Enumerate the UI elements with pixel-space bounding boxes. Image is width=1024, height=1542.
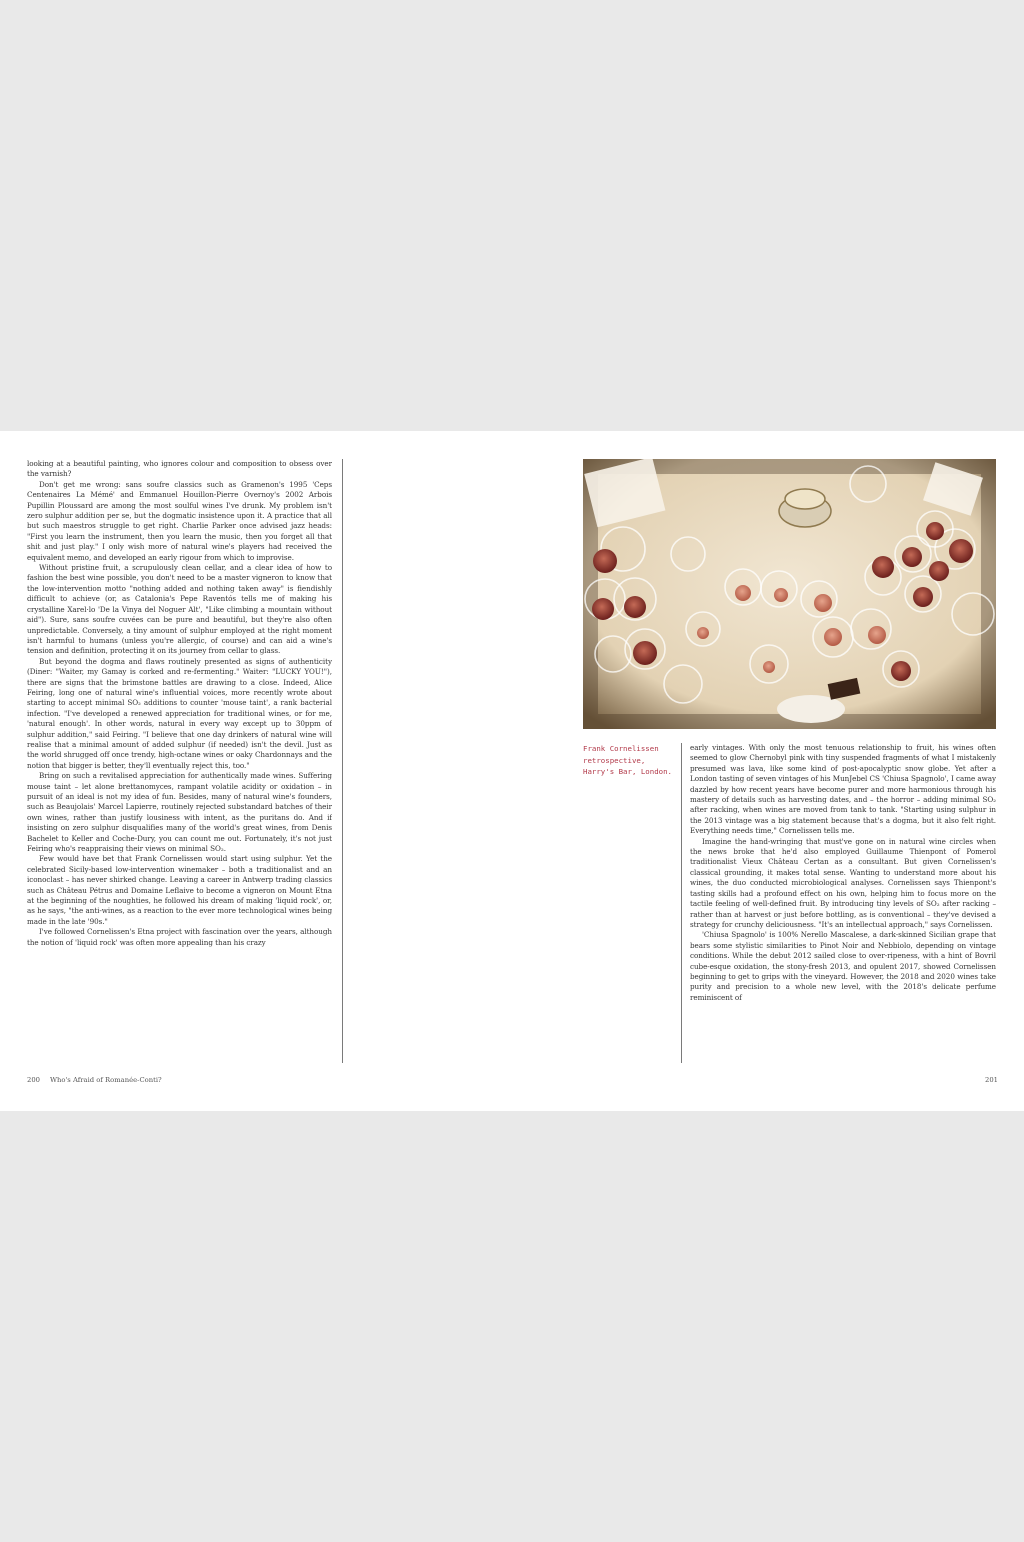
- wine-glasses-illustration: [583, 459, 996, 729]
- body-paragraph: Don't get me wrong: sans soufre classics such as Gramenon's 1995 'Ceps Centenaires La Mémé' and Emmanuel Houillon-Pierre Overnoy's 2002 Arbois Pupillin Ploussard are among the most soulful wines I've drunk. My problem isn't zero sulphur addition per se, but the dogmatic insistence upon it. A practice that all but such maestros struggle to get right. Charlie Parker once advised jazz heads: "First you learn the instrument, then you learn the music, then you forget all that shit and just play." I only wish more of natural wine's players had received the equivalent memo, and developed an early rigour from which to improvise.: [27, 479, 332, 562]
- wine-tasting-photo: [583, 459, 996, 729]
- body-paragraph: Imagine the hand-wringing that must've gone on in natural wine circles when the news broke that he'd also employed Guillaume Thienpont of Pomerol traditionalist Vieux Château Certan as a consultant. But given Cornelissen's classical grounding, it makes total sense. Wanting to understand more about his wines, the duo conducted microbiological analyses. Cornelissen says Thienpont's tasting skills had a profound effect on his own, helping him to focus more on the tactile feeling of well-defined fruit. By introducing tiny levels of SO₂ after racking – rather than at harvest or just before bottling, as is conventional – they've devised a strategy for crunchy deliciousness. "It's an intellectual approach," says Cornelissen.: [690, 836, 996, 929]
- body-paragraph: Without pristine fruit, a scrupulously clean cellar, and a clear idea of how to fashion the best wine possible, you don't need to be a master vigneron to know that the low-intervention motto "nothing added and nothing taken away" is fiendishly difficult to achieve (or, as Catalonia's Pepe Raventós tells me of making his crystalline Xarel·lo 'De la Vinya del Noguer Alt', "Like climbing a mountain without aid"). Sure, sans soufre cuvées can be pure and beautiful, but they're also often unpredictable. Conversely, a tiny amount of sulphur employed at the right moment isn't harmful to humans (unless you're allergic, of course) and can aid a wine's tension and definition, protecting it on its journey from cellar to glass.: [27, 563, 332, 656]
- body-paragraph: Few would have bet that Frank Cornelissen would start using sulphur. Yet the celebrated Sicily-based low-intervention winemaker – both a traditionalist and an iconoclast – has never shirked change. Leaving a career in Antwerp trading classics such as Château Pétrus and Domaine Leflaive to become a vigneron on Mount Etna at the beginning of the noughties, he followed his dream of making 'liquid rock', or, as he says, "the anti-wines, as a reaction to the ever more technological wines being made in the late '90s.": [27, 854, 332, 926]
- body-paragraph: 'Chiusa Spagnolo' is 100% Nerello Mascalese, a dark-skinned Sicilian grape that bears some stylistic similarities to Pinot Noir and Nebbiolo, depending on vintage conditions. While the debut 2012 sailed close to over-ripeness, with a hint of Bovril cube-esque oxidation, the stony-fresh 2013, and opulent 2017, showed Cornelissen beginning to get to grips with the vineyard. However, the 2018 and 2020 wines take purity and precision to a whole new level, with the 2018's delicate perfume reminiscent of: [690, 930, 996, 1002]
- column-divider: [681, 743, 682, 1063]
- book-spread: [0, 431, 1024, 1111]
- body-paragraph: looking at a beautiful painting, who ignores colour and composition to obsess over the varnish?: [27, 459, 332, 479]
- left-page-text-column: [27, 459, 332, 1064]
- column-divider: [342, 459, 343, 1063]
- right-page-text-column: [690, 743, 996, 1063]
- body-paragraph: Bring on such a revitalised appreciation for authentically made wines. Suffering mouse taint – let alone brettanomyces, rampant volatile acidity or oxidation – in pursuit of an ideal is not my idea of fun. Besides, many of natural wine's founders, such as Beaujolais' Marcel Lapierre, routinely rejected substandard batches of their own wines, rather than justify lousiness with intent, as the puritans do. And if insisting on zero sulphur disqualifies many of the world's great wines, from Denis Bachelet to Keller and Coche-Dury, you can count me out. Fortunately, it's not just Feiring who's reappraising their views on minimal SO₂.: [27, 771, 332, 854]
- page-number: 200: [27, 1076, 40, 1084]
- left-page-folio: [27, 1076, 162, 1084]
- body-paragraph: I've followed Cornelissen's Etna project with fascination over the years, although the notion of 'liquid rock' was often more appealing than his crazy: [27, 927, 332, 947]
- photo-caption: Frank Cornelissen retrospective, Harry's Bar, London.: [583, 744, 672, 776]
- body-paragraph: early vintages. With only the most tenuous relationship to fruit, his wines often seemed to glow Chernobyl pink with tiny suspended fragments of what I mistakenly presumed was lava, like some kind of post-apocalyptic snow globe. Yet after a London tasting of seven vintages of his MunJebel CS 'Chiusa Spagnolo', I came away dazzled by how recent years have become purer and more harmonious through his mastery of details such as harvesting dates, and – the horror – adding minimal SO₂ after racking, when wines are moved from tank to tank. "Starting using sulphur in the 2013 vintage was a big statement because that's a dogma, but it also felt right. Everything needs time," Cornelissen tells me.: [690, 743, 996, 836]
- page-number: 201: [985, 1076, 998, 1084]
- running-title: Who's Afraid of Romanée-Conti?: [49, 1076, 162, 1084]
- right-page-folio: [985, 1076, 998, 1084]
- body-paragraph: But beyond the dogma and flaws routinely presented as signs of authenticity (Diner: "Waiter, my Gamay is corked and re-fermenting." Waiter: "LUCKY YOU!"), there are signs that the brimstone battles are drawing to a close. Indeed, Alice Feiring, long one of natural wine's influential voices, more recently wrote about starting to accept minimal SO₂ additions to counter 'mouse taint', a rank bacterial infection. "I've developed a renewed appreciation for traditional wines, or for me, 'natural enough'. In other words, natural in every way except up to 30ppm of sulphur addition," said Feiring. "I believe that one day drinkers of natural wine will realise that a minimal amount of added sulphur (if needed) isn't the devil. Just as the world shrugged off once trendy, high-octane wines or oaky Chardonnays and the notion that bigger is better, they'll eventually reject this, too.": [27, 656, 332, 770]
